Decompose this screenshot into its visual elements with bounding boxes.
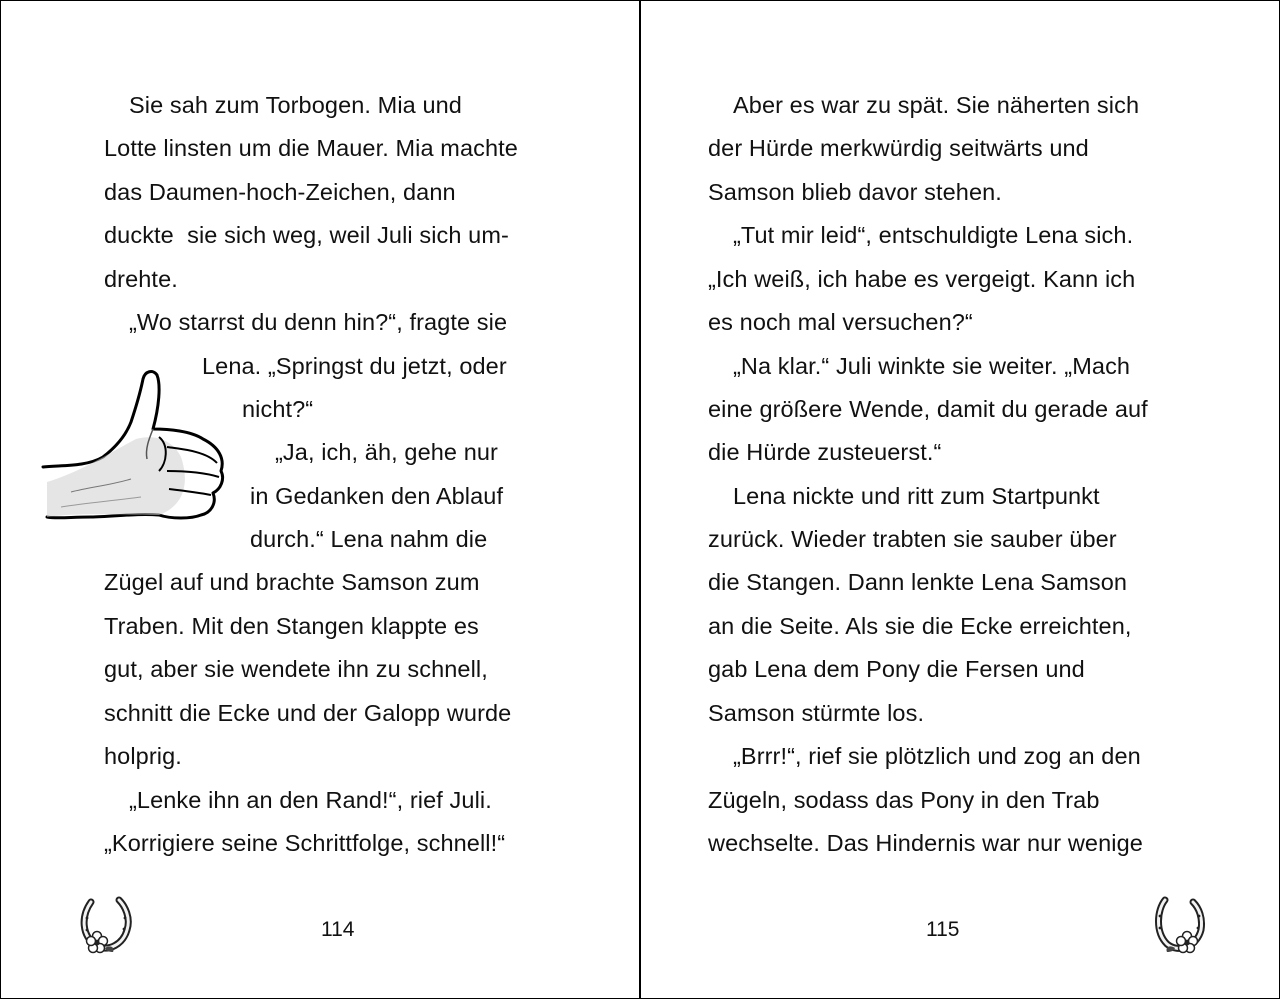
- text-line: „Korrigiere seine Schrittfolge, schnell!“: [104, 830, 506, 856]
- text-line: die Stangen. Dann lenkte Lena Samson: [708, 569, 1128, 595]
- left-page: [1, 1, 639, 998]
- text-line: „Brrr!“, rief sie plötzlich und zog an den: [733, 743, 1141, 769]
- text-line: durch.“ Lena nahm die: [250, 526, 488, 552]
- text-line: eine größere Wende, damit du gerade auf: [708, 396, 1148, 422]
- text-line: Traben. Mit den Stangen klappte es: [104, 613, 479, 639]
- text-line: gut, aber sie wendete ihn zu schnell,: [104, 656, 488, 682]
- text-line: zurück. Wieder trabten sie sauber über: [708, 526, 1117, 552]
- page-number: 114: [321, 918, 355, 941]
- text-line: „Lenke ihn an den Rand!“, rief Juli.: [129, 787, 492, 813]
- text-line: Lotte linsten um die Mauer. Mia machte: [104, 135, 518, 161]
- text-line: Lena nickte und ritt zum Startpunkt: [733, 483, 1100, 509]
- text-line: die Hürde zusteuerst.“: [708, 439, 942, 465]
- thumbs-up-icon: [41, 367, 231, 527]
- text-line: das Daumen-hoch-Zeichen, dann: [104, 179, 456, 205]
- text-line: der Hürde merkwürdig seitwärts und: [708, 135, 1089, 161]
- text-line: an die Seite. Als sie die Ecke erreichten,: [708, 613, 1132, 639]
- text-line: Zügeln, sodass das Pony in den Trab: [708, 787, 1100, 813]
- text-line: es noch mal versuchen?“: [708, 309, 973, 335]
- text-line: „Tut mir leid“, entschuldigte Lena sich.: [733, 222, 1134, 248]
- text-line: gab Lena dem Pony die Fersen und: [708, 656, 1085, 682]
- text-line: holprig.: [104, 743, 182, 769]
- text-line: Sie sah zum Torbogen. Mia und: [129, 92, 462, 118]
- right-page: [641, 1, 1279, 998]
- text-line: wechselte. Das Hindernis war nur wenige: [708, 830, 1143, 856]
- text-line: „Ich weiß, ich habe es vergeigt. Kann ich: [708, 266, 1136, 292]
- text-line: nicht?“: [242, 396, 314, 422]
- text-line: duckte sie sich weg, weil Juli sich um-: [104, 222, 509, 248]
- text-line: drehte.: [104, 266, 178, 292]
- text-line: Lena. „Springst du jetzt, oder: [202, 353, 507, 379]
- text-line: schnitt die Ecke und der Galopp wurde: [104, 700, 512, 726]
- text-line: „Wo starrst du denn hin?“, fragte sie: [129, 309, 508, 335]
- horseshoe-flower-icon: [1147, 896, 1209, 958]
- text-line: Zügel auf und brachte Samson zum: [104, 569, 480, 595]
- text-line: Samson stürmte los.: [708, 700, 925, 726]
- text-line: Aber es war zu spät. Sie näherten sich: [733, 92, 1140, 118]
- page-number: 115: [926, 918, 960, 941]
- text-line: in Gedanken den Ablauf: [250, 483, 504, 509]
- text-line: „Na klar.“ Juli winkte sie weiter. „Mach: [733, 353, 1131, 379]
- horseshoe-flower-icon: [75, 896, 137, 958]
- text-line: Samson blieb davor stehen.: [708, 179, 1002, 205]
- text-line: „Ja, ich, äh, gehe nur: [275, 439, 498, 465]
